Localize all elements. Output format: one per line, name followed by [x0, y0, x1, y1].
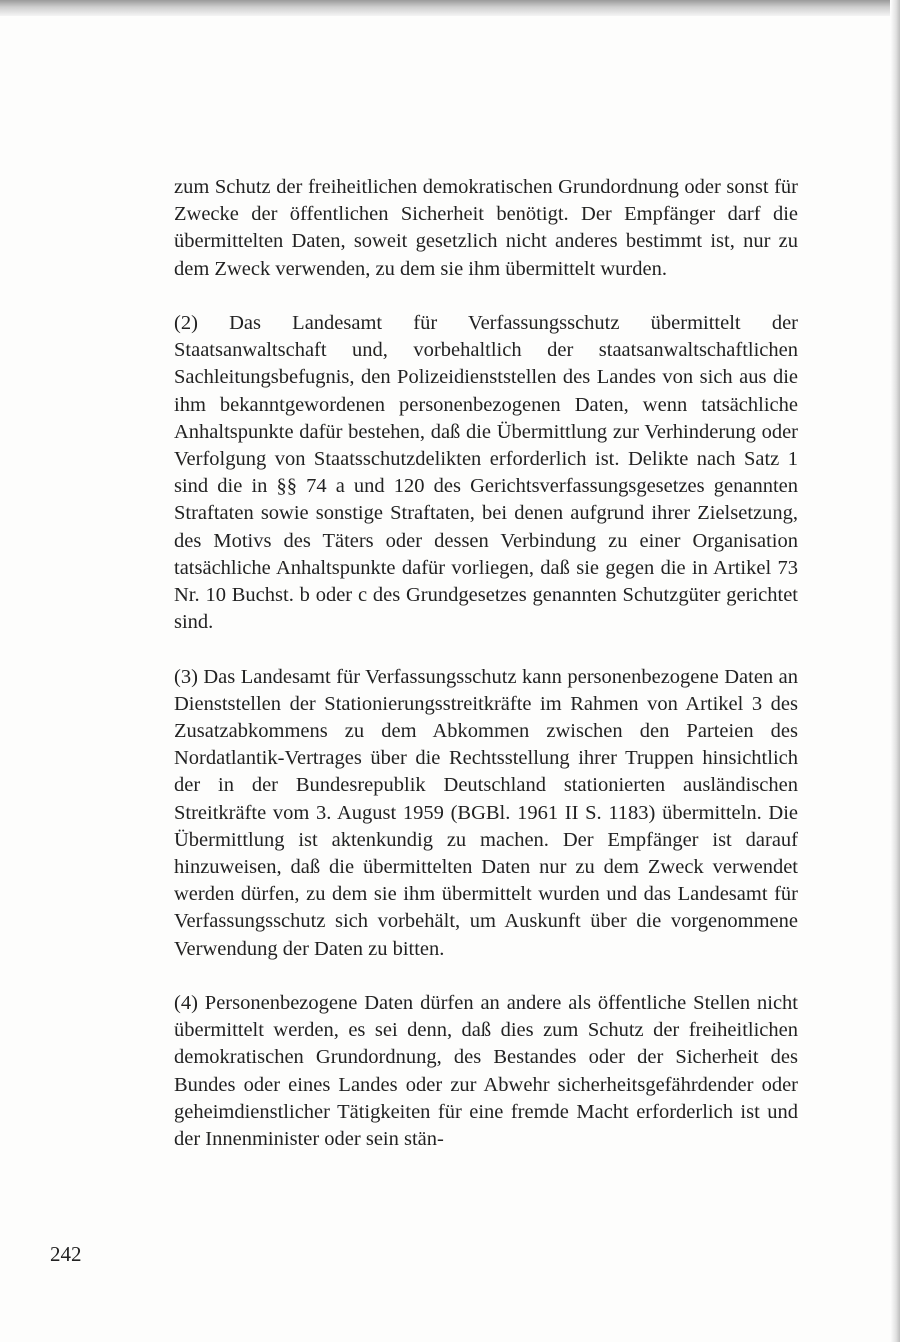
scan-top-edge — [0, 0, 900, 16]
body-text — [174, 174, 798, 1180]
paragraph-3: (3) Das Landesamt für Verfassungsschutz kann personenbezogene Daten an Dienststellen der Stationierungsstreitkräfte im Rahmen von Artikel 3 des Zusatzabkommens zu dem Abkommen zwischen den Parteien des Nordatlantik-Vertrages über die Rechtsstellung ihrer Truppen hinsichtlich der in der Bundesrepublik Deutschland stationierten ausländischen Streitkräfte vom 3. August 1959 (BGBl. 1961 II S. 1183) übermitteln. Die Übermittlung ist aktenkundig zu machen. Der Empfänger ist darauf hinzuweisen, daß die übermittelten Daten nur zu dem Zweck verwendet werden dürfen, zu dem sie ihm übermittelt wurden und das Landesamt für Verfassungsschutz sich vorbehält, um Auskunft über die vorgenommene Verwendung der Daten zu bitten. — [174, 665, 798, 960]
paragraph-continuation: zum Schutz der freiheitlichen demokratischen Grundordnung oder sonst für Zwecke der öffentlichen Sicherheit benötigt. Der Empfänger darf die übermittelten Daten, soweit gesetzlich nicht anderes bestimmt ist, nur zu dem Zweck verwenden, zu dem sie ihm übermittelt wurden. — [174, 176, 798, 280]
page-number: 242 — [50, 1242, 82, 1266]
scan-right-edge — [890, 0, 900, 1342]
paragraph-4: (4) Personenbezogene Daten dürfen an andere als öffentliche Stellen nicht übermittelt werden, es sei denn, daß dies zum Schutz der freiheitlichen demokratischen Grundordnung, des Bestandes oder der Sicherheit des Bundes oder eines Landes oder zur Abwehr sicherheitsgefährdender oder geheimdienstlicher Tätigkeiten für eine fremde Macht erforderlich ist und der Innenminister oder sein stän- — [174, 992, 798, 1151]
paragraph-2: (2) Das Landesamt für Verfassungsschutz übermittelt der Staatsanwaltschaft und, vorbehaltlich der staatsanwaltschaftlichen Sachleitungsbefugnis, den Polizeidienststellen des Landes von sich aus die ihm bekanntgewordenen personenbezogenen Daten, wenn tatsächliche Anhaltspunkte dafür bestehen, daß die Übermittlung zur Verhinderung oder Verfolgung von Staatsschutzdelikten erforderlich ist. Delikte nach Satz 1 sind die in §§ 74 a und 120 des Gerichtsverfassungsgesetzes genannten Straftaten sowie sonstige Straftaten, bei denen aufgrund ihrer Zielsetzung, des Motivs des Täters oder dessen Verbindung zu einer Organisation tatsächliche Anhaltspunkte dafür vorliegen, daß sie gegen die in Artikel 73 Nr. 10 Buchst. b oder c des Grundgesetzes genannten Schutzgüter gerichtet sind. — [174, 312, 798, 634]
